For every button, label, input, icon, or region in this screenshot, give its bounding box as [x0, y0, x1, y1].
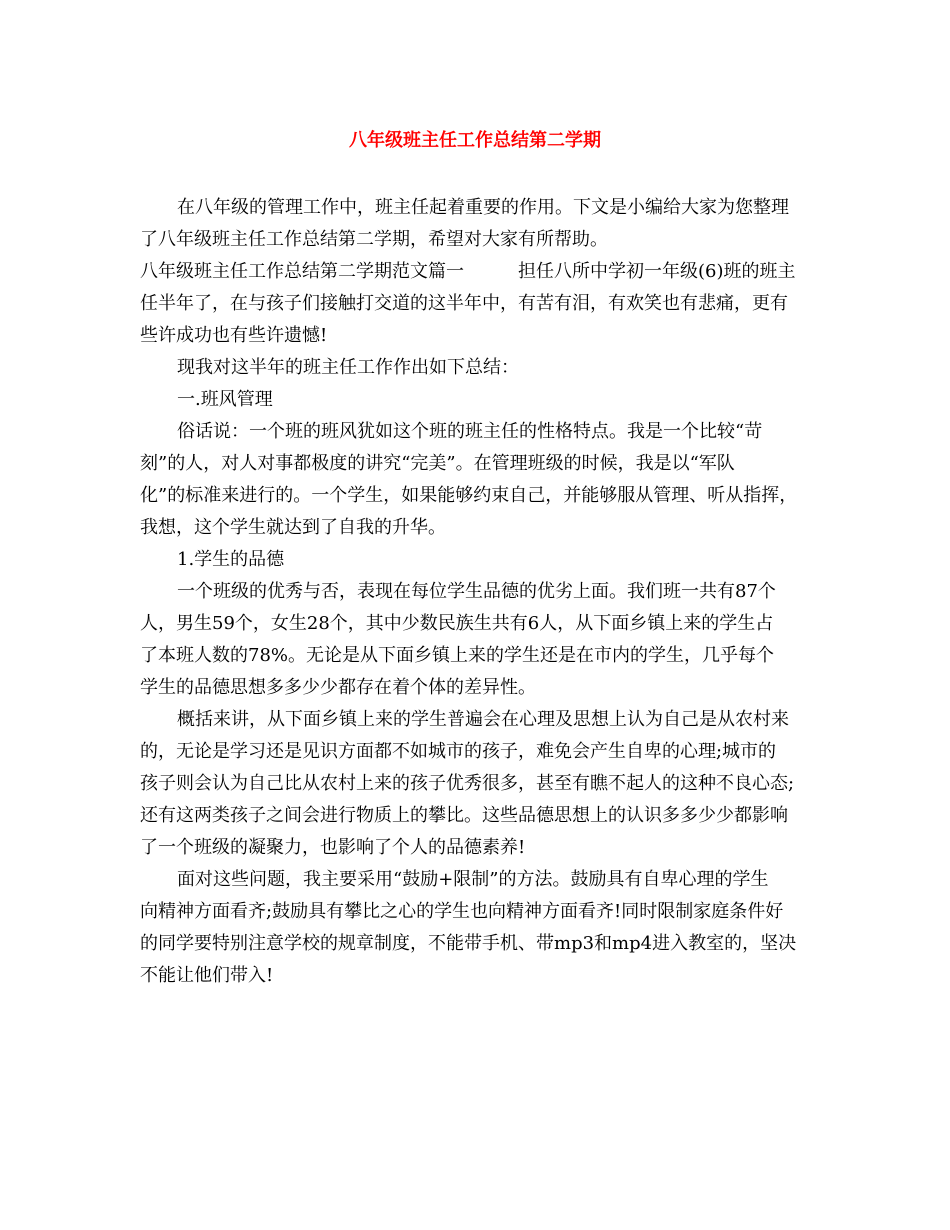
- body-line: 了本班人数的78%。无论是从下面乡镇上来的学生还是在市内的学生，几乎每个: [140, 645, 775, 666]
- document-title: 八年级班主任工作总结第二学期: [349, 130, 601, 151]
- body-line: 人，男生59个，女生28个，其中少数民族生共有6人，从下面乡镇上来的学生占: [140, 613, 774, 634]
- body-line: 我想，这个学生就达到了自我的升华。: [140, 517, 446, 538]
- body-line: 的同学要特别注意学校的规章制度，不能带手机、带mp3和mp4进入教室的，坚决: [140, 933, 797, 954]
- body-line: 任半年了，在与孩子们接触打交道的这半年中，有苦有泪，有欢笑也有悲痛，更有: [140, 293, 788, 314]
- body-line: 面对这些问题，我主要采用“鼓励+限制”的方法。鼓励具有自卑心理的学生: [177, 869, 769, 890]
- body-line: 概括来讲，从下面乡镇上来的学生普遍会在心理及思想上认为自己是从农村来: [177, 709, 789, 730]
- body-line: 了八年级班主任工作总结第二学期，希望对大家有所帮助。: [140, 229, 608, 250]
- body-line: 的，无论是学习还是见识方面都不如城市的孩子，难免会产生自卑的心理;城市的: [140, 741, 777, 762]
- section-heading: 一.班风管理: [177, 389, 273, 410]
- body-line: 了一个班级的凝聚力，也影响了个人的品德素养!: [140, 837, 526, 858]
- body-line: 俗话说：一个班的班风犹如这个班的班主任的性格特点。我是一个比较“苛: [177, 421, 763, 442]
- body-line: 向精神方面看齐;鼓励具有攀比之心的学生也向精神方面看齐!同时限制家庭条件好: [140, 901, 784, 922]
- body-line: 化”的标准来进行的。一个学生，如果能够约束自己，并能够服从管理、听从指挥，: [140, 485, 798, 506]
- body-line: 现我对这半年的班主任工作作出如下总结：: [177, 357, 519, 378]
- body-line: 学生的品德思想多多少少都存在着个体的差异性。: [140, 677, 536, 698]
- body-line: 一个班级的优秀与否，表现在每位学生品德的优劣上面。我们班一共有87个: [177, 581, 776, 602]
- section-heading-inline: 八年级班主任工作总结第二学期范文篇一: [140, 261, 464, 282]
- body-text-inline: 担任八所中学初一年级(6)班的班主: [518, 261, 796, 282]
- body-line: 刻”的人，对人对事都极度的讲究“完美”。在管理班级的时候，我是以“军队: [140, 453, 735, 474]
- body-line: 些许成功也有些许遗憾!: [140, 325, 328, 346]
- subsection-heading: 1.学生的品德: [177, 549, 285, 570]
- document-body: [140, 192, 820, 992]
- body-line: 还有这两类孩子之间会进行物质上的攀比。这些品德思想上的认识多多少少都影响: [140, 805, 788, 826]
- body-line: [140, 256, 820, 288]
- body-line: 不能让他们带入!: [140, 965, 274, 986]
- body-line: 孩子则会认为自己比从农村上来的孩子优秀很多，甚至有瞧不起人的这种不良心态;: [140, 773, 795, 794]
- body-line: 在八年级的管理工作中，班主任起着重要的作用。下文是小编给大家为您整理: [177, 197, 789, 218]
